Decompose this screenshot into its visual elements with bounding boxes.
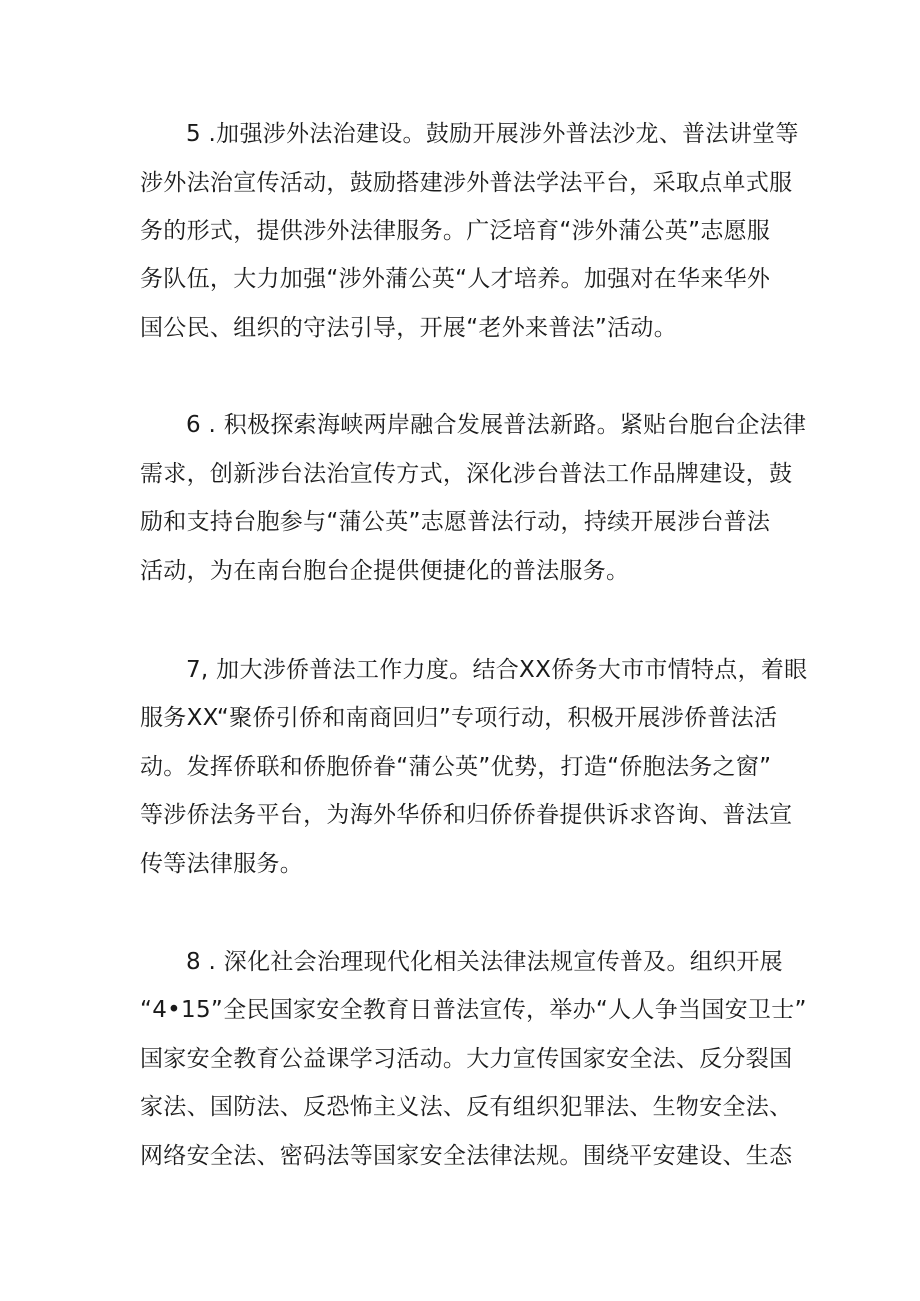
paragraph-7-line-4: 等涉侨法务平台，为海外华侨和归侨侨眷提供诉求咨询、普法宣 bbox=[140, 802, 793, 828]
paragraph-7-line-3: 动。发挥侨联和侨胞侨眷“蒲公英”优势，打造“侨胞法务之窗” bbox=[140, 754, 772, 780]
paragraph-6-line-1: 6 . 积极探索海峡两岸融合发展普法新路。紧贴台胞台企法律 bbox=[186, 412, 807, 438]
paragraph-5-line-2: 涉外法治宣传活动，鼓励搭建涉外普法学法平台，采取点单式服 bbox=[140, 170, 793, 196]
paragraph-5-line-5: 国公民、组织的守法引导，开展“老外来普法”活动。 bbox=[140, 315, 678, 341]
paragraph-6-line-3: 励和支持台胞参与“蒲公英”志愿普法行动，持续开展涉台普法 bbox=[140, 509, 771, 535]
paragraph-7-line-1: 7, 加大涉侨普法工作力度。结合XX侨务大市市情特点，着眼 bbox=[186, 657, 808, 683]
paragraph-8-line-3: 国家安全教育公益课学习活动。大力宣传国家安全法、反分裂国 bbox=[140, 1046, 793, 1072]
paragraph-8-line-1: 8 . 深化社会治理现代化相关法律法规宣传普及。组织开展 bbox=[186, 949, 783, 975]
paragraph-6-line-4: 活动，为在南台胞台企提供便捷化的普法服务。 bbox=[140, 558, 630, 584]
paragraph-8-line-4: 家法、国防法、反恐怖主义法、反有组织犯罪法、生物安全法、 bbox=[140, 1094, 793, 1120]
paragraph-5-line-4: 务队伍，大力加强“涉外蒲公英“人才培养。加强对在华来华外 bbox=[140, 266, 771, 292]
paragraph-7-line-5: 传等法律服务。 bbox=[140, 851, 304, 877]
paragraph-6-line-2: 需求，创新涉台法治宣传方式，深化涉台普法工作品牌建设，鼓 bbox=[140, 461, 793, 487]
paragraph-5-line-3: 务的形式，提供涉外法律服务。广泛培育“涉外蒲公英”志愿服 bbox=[140, 218, 771, 244]
paragraph-5-line-1: 5 .加强涉外法治建设。鼓励开展涉外普法沙龙、普法讲堂等 bbox=[186, 121, 799, 147]
paragraph-8-line-2: “4•15”全民国家安全教育日普法宣传，举办“人人争当国安卫士” bbox=[140, 997, 807, 1023]
paragraph-7-line-2: 服务XX“聚侨引侨和南商回归”专项行动，积极开展涉侨普法活 bbox=[140, 705, 778, 731]
paragraph-8-line-5: 网络安全法、密码法等国家安全法律法规。围绕平安建设、生态 bbox=[140, 1143, 793, 1169]
